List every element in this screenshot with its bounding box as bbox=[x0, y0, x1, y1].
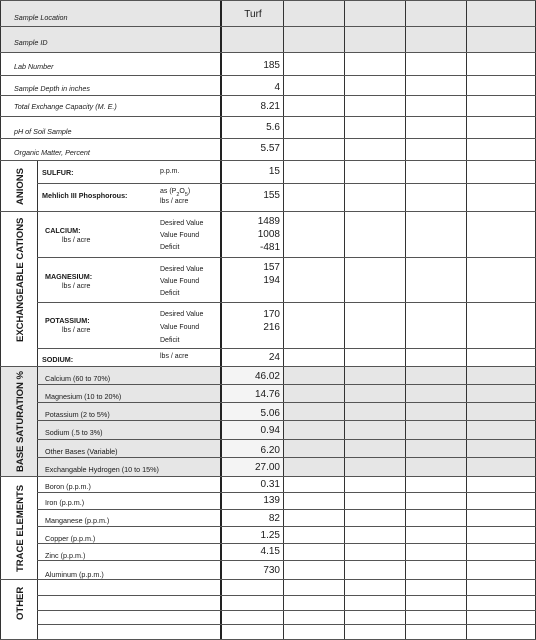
header-value-organic-matter: 5.57 bbox=[260, 143, 280, 154]
trace-value-boron: 0.31 bbox=[260, 479, 280, 490]
grid-hline bbox=[37, 595, 536, 596]
header-label-sample-depth: Sample Depth in inches bbox=[14, 84, 90, 93]
calcium-desired-value: 1489 bbox=[257, 216, 280, 227]
base-sat-value-sodium: 0.94 bbox=[260, 425, 280, 436]
base-sat-label-calcium: Calcium (60 to 70%) bbox=[45, 374, 111, 383]
grid-hline bbox=[37, 302, 536, 303]
sulfur-unit: p.p.m. bbox=[160, 168, 180, 175]
phosphorous-unit: as $(P_2O_5)$ bbox=[160, 188, 191, 198]
grid-hline bbox=[0, 160, 536, 161]
base-sat-label-sodium: Sodium (.5 to 3%) bbox=[45, 428, 103, 437]
header-label-sample-location: Sample Location bbox=[14, 13, 68, 22]
grid-hline bbox=[0, 366, 536, 367]
section-label-exchangeable-cations: EXCHANGEABLE CATIONS bbox=[15, 217, 26, 342]
trace-label-copper: Copper (p.p.m.) bbox=[45, 534, 96, 543]
grid-vline bbox=[344, 0, 345, 640]
phosphorous-unit-lbs: lbs / acre bbox=[160, 198, 189, 205]
grid-hline bbox=[0, 579, 536, 580]
grid-hline bbox=[37, 457, 536, 458]
calcium-deficit-label: Deficit bbox=[160, 244, 180, 251]
potassium-desired-label: Desired Value bbox=[160, 311, 204, 318]
trace-label-aluminum: Aluminum (p.p.m.) bbox=[45, 570, 104, 579]
trace-value-manganese: 82 bbox=[268, 513, 280, 524]
grid-vline bbox=[466, 0, 467, 640]
sodium-unit: lbs / acre bbox=[160, 353, 189, 360]
header-label-sample-id: Sample ID bbox=[14, 38, 48, 47]
grid-hline bbox=[37, 526, 536, 527]
grid-hline bbox=[37, 348, 536, 349]
grid-vline bbox=[220, 0, 222, 640]
header-value-lab-number: 185 bbox=[263, 60, 280, 71]
grid-hline bbox=[0, 95, 536, 96]
magnesium-label: MAGNESIUM: bbox=[45, 272, 93, 281]
magnesium-unit: lbs / acre bbox=[62, 283, 91, 290]
base-sat-value-potassium: 5.06 bbox=[260, 408, 280, 419]
base-sat-label-exchangable-hydrogen: Exchangable Hydrogen (10 to 15%) bbox=[45, 465, 159, 474]
sodium-value: 24 bbox=[268, 352, 280, 363]
grid-hline bbox=[37, 402, 536, 403]
grid-hline bbox=[37, 509, 536, 510]
header-value-sample-depth: 4 bbox=[274, 82, 280, 93]
trace-value-zinc: 4.15 bbox=[260, 546, 280, 557]
calcium-found-value: 1008 bbox=[257, 229, 280, 240]
base-sat-value-exchangable-hydrogen: 27.00 bbox=[254, 462, 280, 473]
phosphorous-label: Mehlich III Phosphorous: bbox=[42, 191, 128, 200]
grid-hline bbox=[37, 492, 536, 493]
grid-hline bbox=[0, 476, 536, 477]
potassium-found-label: Value Found bbox=[160, 324, 200, 331]
trace-value-iron: 139 bbox=[263, 495, 280, 506]
grid-hline bbox=[37, 420, 536, 421]
magnesium-deficit-label: Deficit bbox=[160, 290, 180, 297]
grid-vline bbox=[283, 0, 284, 640]
magnesium-desired-value: 157 bbox=[263, 262, 280, 273]
grid-hline bbox=[37, 624, 536, 625]
section-label-trace-elements: TRACE ELEMENTS bbox=[15, 484, 26, 572]
trace-label-boron: Boron (p.p.m.) bbox=[45, 482, 91, 491]
calcium-deficit-value: -481 bbox=[259, 242, 280, 253]
grid-hline bbox=[0, 138, 536, 139]
trace-value-aluminum: 730 bbox=[263, 565, 280, 576]
grid-hline bbox=[37, 610, 536, 611]
trace-value-copper: 1.25 bbox=[260, 530, 280, 541]
calcium-unit: lbs / acre bbox=[62, 237, 91, 244]
grid-hline bbox=[0, 26, 536, 27]
calcium-desired-label: Desired Value bbox=[160, 220, 204, 227]
potassium-found-value: 216 bbox=[263, 322, 280, 333]
section-label-base-saturation: BASE SATURATION % bbox=[15, 371, 26, 472]
potassium-unit: lbs / acre bbox=[62, 327, 91, 334]
phosphorous-value: 155 bbox=[263, 190, 280, 201]
header-value-total-exchange-capacity: 8.21 bbox=[260, 101, 280, 112]
magnesium-found-value: 194 bbox=[263, 275, 280, 286]
grid-hline bbox=[0, 75, 536, 76]
base-sat-label-magnesium: Magnesium (10 to 20%) bbox=[45, 392, 122, 401]
header-label-total-exchange-capacity: Total Exchange Capacity (M. E.) bbox=[14, 102, 117, 111]
potassium-deficit-label: Deficit bbox=[160, 337, 180, 344]
header-value-sample-location: Turf bbox=[244, 9, 262, 20]
sulfur-label: SULFUR: bbox=[42, 168, 74, 177]
potassium-label: POTASSIUM: bbox=[45, 316, 90, 325]
base-sat-value-magnesium: 14.76 bbox=[254, 389, 280, 400]
grid-vline bbox=[405, 0, 406, 640]
grid-hline bbox=[37, 543, 536, 544]
sodium-label: SODIUM: bbox=[42, 355, 74, 364]
grid-vline bbox=[37, 160, 38, 640]
base-sat-label-other-bases: Other Bases (Variable) bbox=[45, 447, 118, 456]
header-label-organic-matter: Organic Matter, Percent bbox=[14, 148, 90, 157]
grid-hline bbox=[37, 257, 536, 258]
calcium-label: CALCIUM: bbox=[45, 226, 81, 235]
base-sat-value-other-bases: 6.20 bbox=[260, 445, 280, 456]
header-label-lab-number: Lab Number bbox=[14, 62, 54, 71]
section-label-anions: ANIONS bbox=[15, 168, 26, 205]
trace-label-manganese: Manganese (p.p.m.) bbox=[45, 516, 110, 525]
base-sat-label-potassium: Potassium (2 to 5%) bbox=[45, 410, 110, 419]
header-value-ph: 5.6 bbox=[266, 122, 280, 133]
magnesium-desired-label: Desired Value bbox=[160, 266, 204, 273]
calcium-found-label: Value Found bbox=[160, 232, 200, 239]
grid-hline bbox=[37, 560, 536, 561]
grid-hline bbox=[0, 116, 536, 117]
sulfur-value: 15 bbox=[268, 166, 280, 177]
grid-hline bbox=[0, 52, 536, 53]
grid-hline bbox=[37, 439, 536, 440]
grid-hline bbox=[37, 183, 536, 184]
trace-label-iron: Iron (p.p.m.) bbox=[45, 498, 85, 507]
potassium-desired-value: 170 bbox=[263, 309, 280, 320]
grid-hline bbox=[0, 211, 536, 212]
trace-label-zinc: Zinc (p.p.m.) bbox=[45, 551, 86, 560]
grid-hline bbox=[37, 384, 536, 385]
grid-vline bbox=[0, 0, 1, 640]
grid-hline bbox=[0, 0, 536, 1]
header-label-ph: pH of Soil Sample bbox=[14, 127, 72, 136]
magnesium-found-label: Value Found bbox=[160, 278, 200, 285]
base-sat-value-calcium: 46.02 bbox=[254, 371, 280, 382]
section-label-other: OTHER bbox=[15, 586, 26, 620]
